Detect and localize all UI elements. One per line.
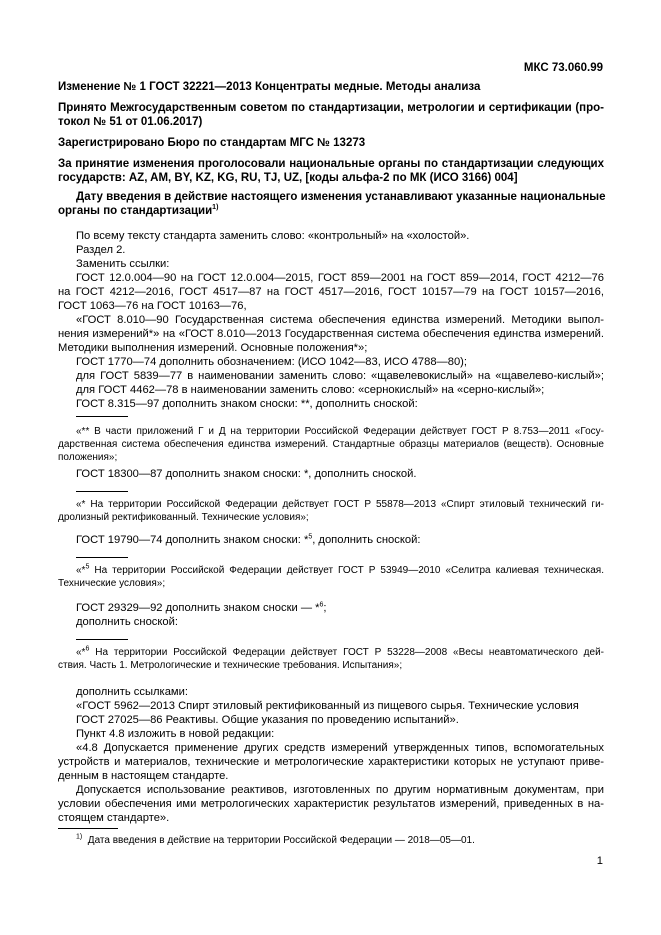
body-line: денным в настоящем стандарте. [58, 770, 229, 782]
accepted-line-2: токол № 51 от 01.06.2017) [58, 116, 203, 128]
body-line: устройств и материалов, технические и метрологические характеристики которых не уступают приве- [58, 756, 604, 768]
body-line: Заменить ссылки: [76, 258, 170, 270]
body-line: дополнить ссылками: [76, 686, 188, 698]
page-number: 1 [596, 855, 603, 867]
footnote-rule [76, 557, 128, 558]
date-footnote: $^{1)}$ Дата введения в действие на территории Российской Федерации — 2018—05—01. [76, 833, 475, 846]
body-line: Методики выполнения измерений. Основные положения*»; [58, 342, 368, 354]
footnote-rule [76, 491, 128, 492]
footnote-line: «*$^6$ На территории Российской Федерации действует ГОСТ Р 53228—2008 «Весы неавтоматического дей- [76, 645, 604, 658]
body-line: ГОСТ 12.0.004—90 на ГОСТ 12.0.004—2015, ГОСТ 859—2001 на ГОСТ 859—2014, ГОСТ 4212—76 [76, 272, 604, 284]
body-line: на ГОСТ 4212—2016, ГОСТ 4517—87 на ГОСТ 4517—2016, ГОСТ 10157—79 на ГОСТ 10157—2016, [58, 286, 604, 298]
footnote-ref-1: 1) [212, 204, 219, 212]
footnote-line: ствия. Часть 1. Метрологические и технические требования. Испытания»; [58, 660, 403, 671]
voted-line-1: За принятие изменения проголосовали национальные органы по стандартизации следующих [58, 158, 604, 170]
voted-line-2: государств: AZ, AM, BY, KZ, KG, RU, TJ, UZ, [коды альфа-2 по МК (ИСО 3166) 004] [58, 172, 518, 184]
body-line: ГОСТ 8.315—97 дополнить знаком сноски: **, дополнить сноской: [76, 398, 418, 410]
footnote-line: «*$^5$ На территории Российской Федерации действует ГОСТ Р 53949—2010 «Селитра калиевая техническая. [76, 563, 604, 576]
body-line: нения измерений*» на «ГОСТ 8.010—2013 Государственная система обеспечения единства измерений. [58, 328, 604, 340]
accepted-line-1: Принято Межгосударственным советом по стандартизации, метрологии и сертификации (про- [58, 102, 604, 114]
change-title: Изменение № 1 ГОСТ 32221—2013 Концентраты медные. Методы анализа [58, 81, 481, 93]
body-line: Раздел 2. [76, 244, 126, 256]
mks-code: МКС 73.060.99 [523, 62, 603, 74]
footnote-line: «* На территории Российской Федерации действует ГОСТ Р 55878—2013 «Спирт этиловый технический ги- [76, 499, 604, 510]
body-line: ГОСТ 19790—74 дополнить знаком сноски: *$^5$, дополнить сноской: [76, 533, 421, 546]
footnote-line: положения»; [58, 452, 118, 463]
date-line-1: Дату введения в действие настоящего изменения устанавливают указанные национальные [76, 191, 606, 203]
body-line: «ГОСТ 8.010—90 Государственная система обеспечения единства измерений. Методики выпол- [76, 314, 604, 326]
body-line: ГОСТ 1063—76 на ГОСТ 10163—76, [58, 300, 247, 312]
body-line: «4.8 Допускается применение других средств измерений утвержденных типов, вспомогательных [76, 742, 604, 754]
body-line: ГОСТ 27025—86 Реактивы. Общие указания по проведению испытаний». [76, 714, 459, 726]
date-line-2: органы по стандартизации$^{1)}$ [58, 204, 219, 217]
footnote-rule [76, 639, 128, 640]
footnote-line: дролизный ректификованный. Технические условия»; [58, 512, 309, 523]
footnote-rule [76, 416, 128, 417]
body-line: для ГОСТ 5839—77 в наименовании заменить слово: «щавелевокислый» на «щавелево-кислый»; [76, 370, 604, 382]
footnote-line: Технические условия»; [58, 578, 166, 589]
body-line: ГОСТ 18300—87 дополнить знаком сноски: *, дополнить сноской. [76, 468, 417, 480]
registered-line: Зарегистрировано Бюро по стандартам МГС № 13273 [58, 137, 366, 149]
body-line: ГОСТ 1770—74 дополнить обозначением: (ИСО 1042—83, ИСО 4788—80); [76, 356, 468, 368]
body-line: для ГОСТ 4462—78 в наименовании заменить слово: «сернокислый» на «серно-кислый»; [76, 384, 545, 396]
body-line: дополнить сноской: [76, 616, 178, 628]
footnote-line: «** В части приложений Г и Д на территории Российской Федерации действует ГОСТ Р 8.753—2011 «Госу- [76, 426, 604, 437]
body-line: Допускается использование реактивов, изготовленных по другим нормативным документам, при [76, 784, 604, 796]
body-line: ГОСТ 29329—92 дополнить знаком сноски — *$^6$; [76, 601, 327, 614]
body-line: условии обеспечения ими метрологических характеристик результатов измерений, приведенных в на- [58, 798, 604, 810]
body-line: стоящем стандарте». [58, 812, 170, 824]
body-line: Пункт 4.8 изложить в новой редакции: [76, 728, 275, 740]
footnote-line: дарственная система обеспечения единства измерений. Стандартные образцы материалов (веществ). Основные [58, 439, 604, 450]
footnote-rule [58, 828, 118, 829]
body-line: «ГОСТ 5962—2013 Спирт этиловый ректификованный из пищевого сырья. Технические условия [76, 700, 579, 712]
body-line: По всему тексту стандарта заменить слово: «контрольный» на «холостой». [76, 230, 470, 242]
